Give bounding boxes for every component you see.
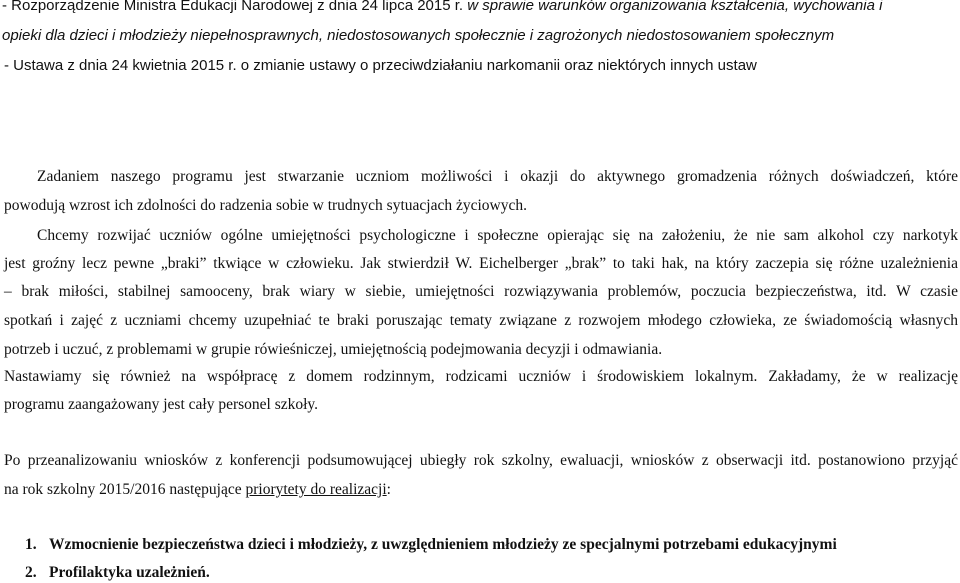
priority-number: 2. xyxy=(25,564,37,581)
legal-ref-line-1 xyxy=(2,0,882,16)
priority-item xyxy=(25,563,210,583)
legal-ref-1-prefix: - Rozporządzenie Ministra Edukacji Narodowej z dnia 24 lipca 2015 r. xyxy=(2,0,468,14)
paragraph-2-line-2: jest groźny lecz pewne „braki” tkwiące w człowieku. Jak stwierdził W. Eichelberger „brak” to taki hak, na który zaczepia się różne uzależnienia xyxy=(4,255,958,272)
legal-ref-1-italic: w sprawie warunków organizowania kształcenia, wychowania i xyxy=(467,0,883,14)
priority-number: 1. xyxy=(25,536,37,553)
paragraph-2-line-4: spotkań i zajęć z uczniami chcemy uzupełniać te braki poruszając tematy związane z rozwojem młodego człowieka, ze świadomością własnych xyxy=(4,312,958,329)
legal-ref-3-rest: o zmianie ustawy o przeciwdziałaniu narkomanii oraz niektórych innych ustaw xyxy=(236,57,757,74)
legal-ref-3-prefix: - Ustawa z dnia 24 kwietnia 2015 r. xyxy=(4,57,237,74)
legal-ref-line-3 xyxy=(4,56,757,76)
paragraph-2-line-1: Chcemy rozwijać uczniów ogólne umiejętności psychologiczne i społeczne opierając się na założeniu, że nie sam alkohol czy narkotyk xyxy=(37,227,958,244)
paragraph-2-line-5: potrzeb i uczuć, z problemami w grupie rówieśniczej, umiejętnością podejmowania decyzji i odmawiania. xyxy=(4,341,663,358)
paragraph-4-line-1: Po przeanalizowaniu wniosków z konferencji podsumowującej ubiegły rok szkolny, ewaluacji, wniosków z obserwacji itd. postanowiono przyjąć xyxy=(4,452,958,469)
priority-text: Profilaktyka uzależnień. xyxy=(49,564,210,581)
priority-item xyxy=(25,535,837,555)
priority-text: Wzmocnienie bezpieczeństwa dzieci i młodzieży, z uwzględnieniem młodzieży ze specjalnymi potrzebami edukacyjnymi xyxy=(49,536,837,553)
paragraph-4-line-2-prefix: na rok szkolny 2015/2016 następujące xyxy=(4,481,246,498)
paragraph-3-line-2: programu zaangażowany jest cały personel szkoły. xyxy=(4,396,319,413)
paragraph-4-line-2 xyxy=(4,480,391,500)
legal-ref-line-2: opieki dla dzieci i młodzieży niepełnosprawnych, niedostosowanych społecznie i zagrożonych niedostosowaniem społecznym xyxy=(2,27,835,44)
priorities-underlined-phrase: priorytety do realizacji xyxy=(245,481,387,498)
paragraph-4-line-2-suffix: : xyxy=(386,481,391,498)
paragraph-1-line-2: powodują wzrost ich zdolności do radzenia sobie w trudnych sytuacjach życiowych. xyxy=(4,197,527,214)
paragraph-1-line-1: Zadaniem naszego programu jest stwarzanie uczniom możliwości i okazji do aktywnego gromadzenia różnych doświadczeń, które xyxy=(37,168,958,185)
paragraph-2-line-3: – brak miłości, stabilnej samooceny, brak wiary w siebie, umiejętności rozwiązywania problemów, poczucia bezpieczeństwa, itd. W czasie xyxy=(4,283,958,300)
paragraph-3-line-1: Nastawiamy się również na współpracę z domem rodzinnym, rodzicami uczniów i środowiskiem lokalnym. Zakładamy, że w realizację xyxy=(4,368,958,385)
